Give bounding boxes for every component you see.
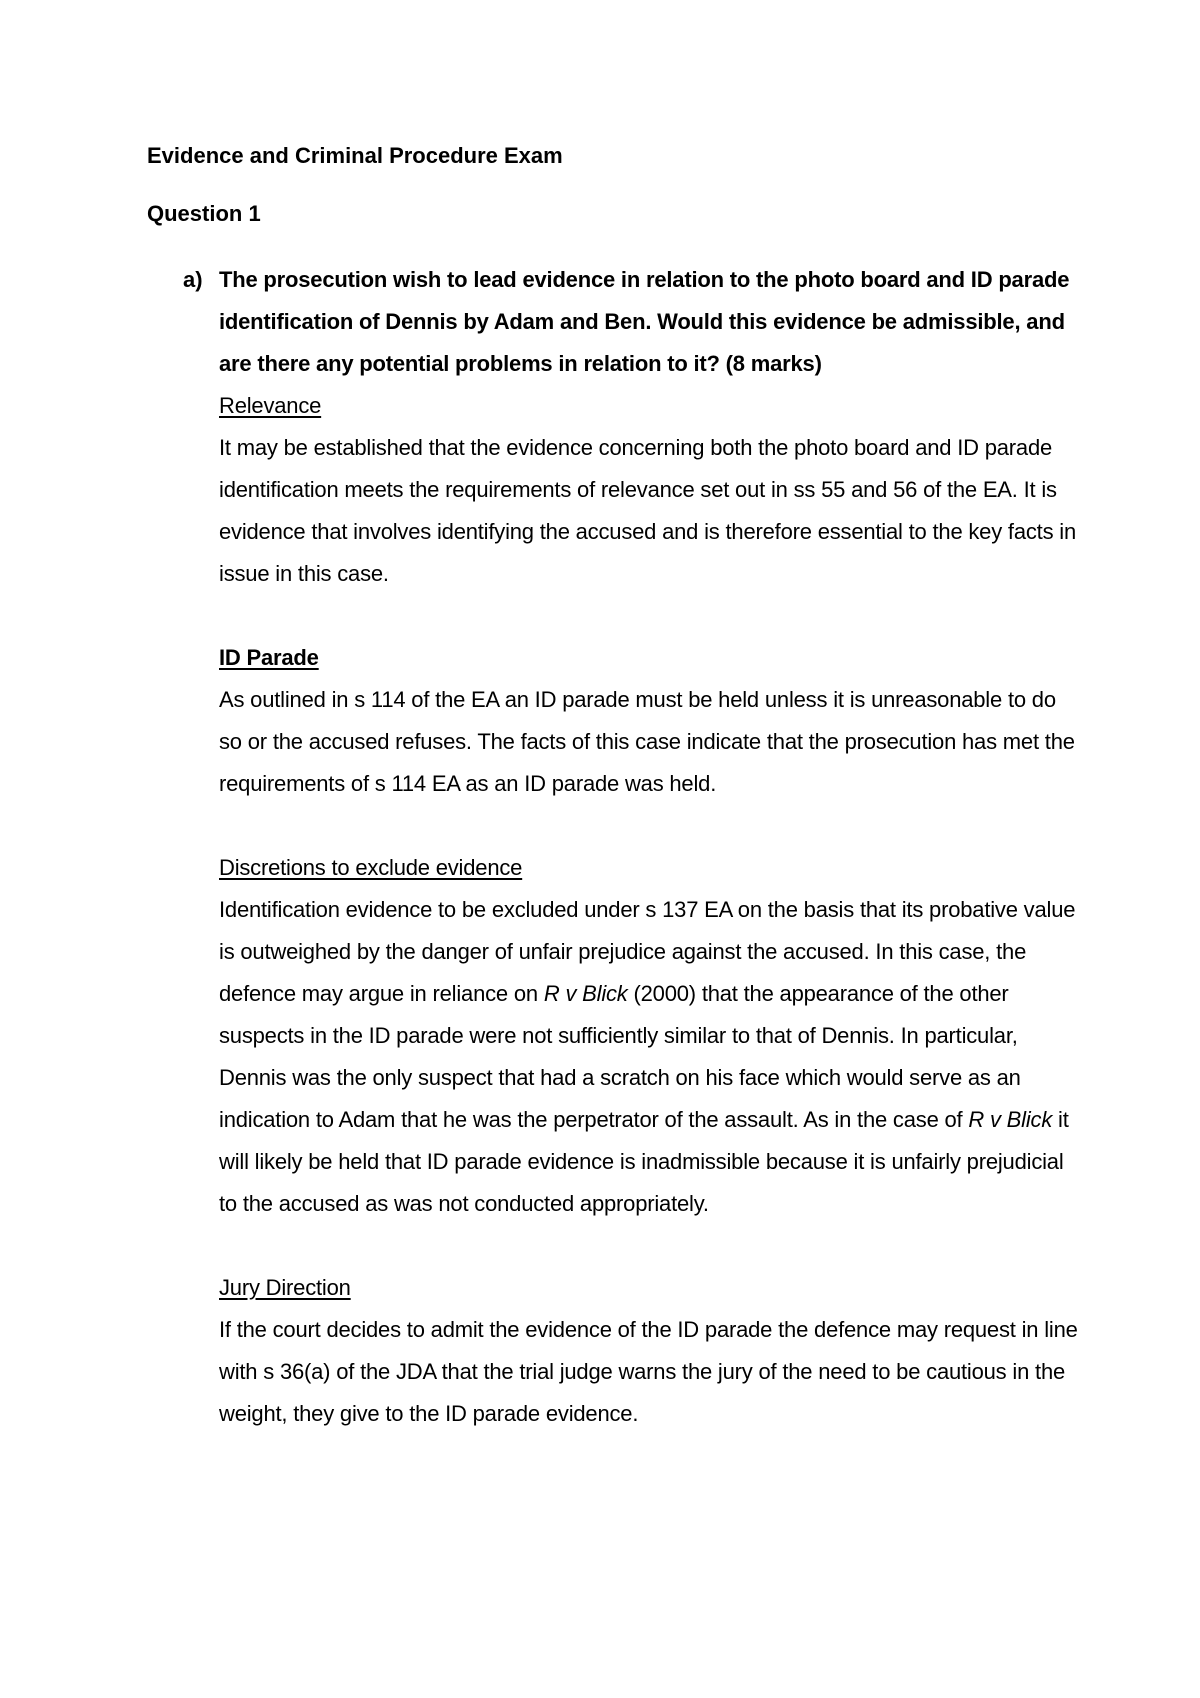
question-text: The prosecution wish to lead evidence in relation to the photo board and ID parade identification of Dennis by Adam and Ben. Would this evidence be admissible, and are there any potential problems in relation to it? (8 marks): [219, 267, 1070, 376]
question-heading: Question 1: [147, 201, 261, 226]
paragraph-spacer: [219, 1225, 1079, 1267]
jury-direction-heading: Jury Direction: [219, 1275, 351, 1300]
discretions-heading: Discretions to exclude evidence: [219, 855, 523, 880]
case-name-r-v-blick: R v Blick: [968, 1107, 1053, 1132]
id-parade-paragraph: As outlined in s 114 of the EA an ID parade must be held unless it is unreasonable to do so or the accused refuses. The facts of this case indicate that the prosecution has met the requirements of s 114 EA as an ID parade was held.: [219, 687, 1075, 796]
document-title: Evidence and Criminal Procedure Exam: [147, 143, 563, 168]
relevance-heading: Relevance: [219, 393, 322, 418]
paragraph-spacer: [219, 595, 1079, 637]
discretions-text-3: it will likely be held that ID parade evidence is inadmissible because it is unfairly prejudicial to the accused as was not conducted appropriately.: [219, 1107, 1069, 1216]
answer-block: [219, 259, 1079, 1435]
paragraph-spacer: [219, 805, 1079, 847]
discretions-text-1: Identification evidence to be excluded under s 137 EA on the basis that its probative value is outweighed by the danger of unfair prejudice against the accused. In this case, the defence may argue in reliance on: [219, 897, 1076, 1006]
jury-direction-paragraph: If the court decides to admit the evidence of the ID parade the defence may request in line with s 36(a) of the JDA that the trial judge warns the jury of the need to be cautious in the weight, they give to the ID parade evidence.: [219, 1317, 1078, 1426]
question-part-label: a): [183, 267, 203, 292]
discretions-text-2: (2000) that the appearance of the other suspects in the ID parade were not sufficiently similar to that of Dennis. In particular, Dennis was the only suspect that had a scratch on his face which would serve as an indication to Adam that he was the perpetrator of the assault. As in the case of: [219, 981, 1021, 1132]
case-name-r-v-blick: R v Blick: [543, 981, 628, 1006]
id-parade-heading: ID Parade: [219, 645, 319, 670]
relevance-paragraph: It may be established that the evidence concerning both the photo board and ID parade identification meets the requirements of relevance set out in ss 55 and 56 of the EA. It is evidence that involves identifying the accused and is therefore essential to the key facts in issue in this case.: [219, 435, 1077, 586]
discretions-paragraph: [219, 889, 1079, 1225]
